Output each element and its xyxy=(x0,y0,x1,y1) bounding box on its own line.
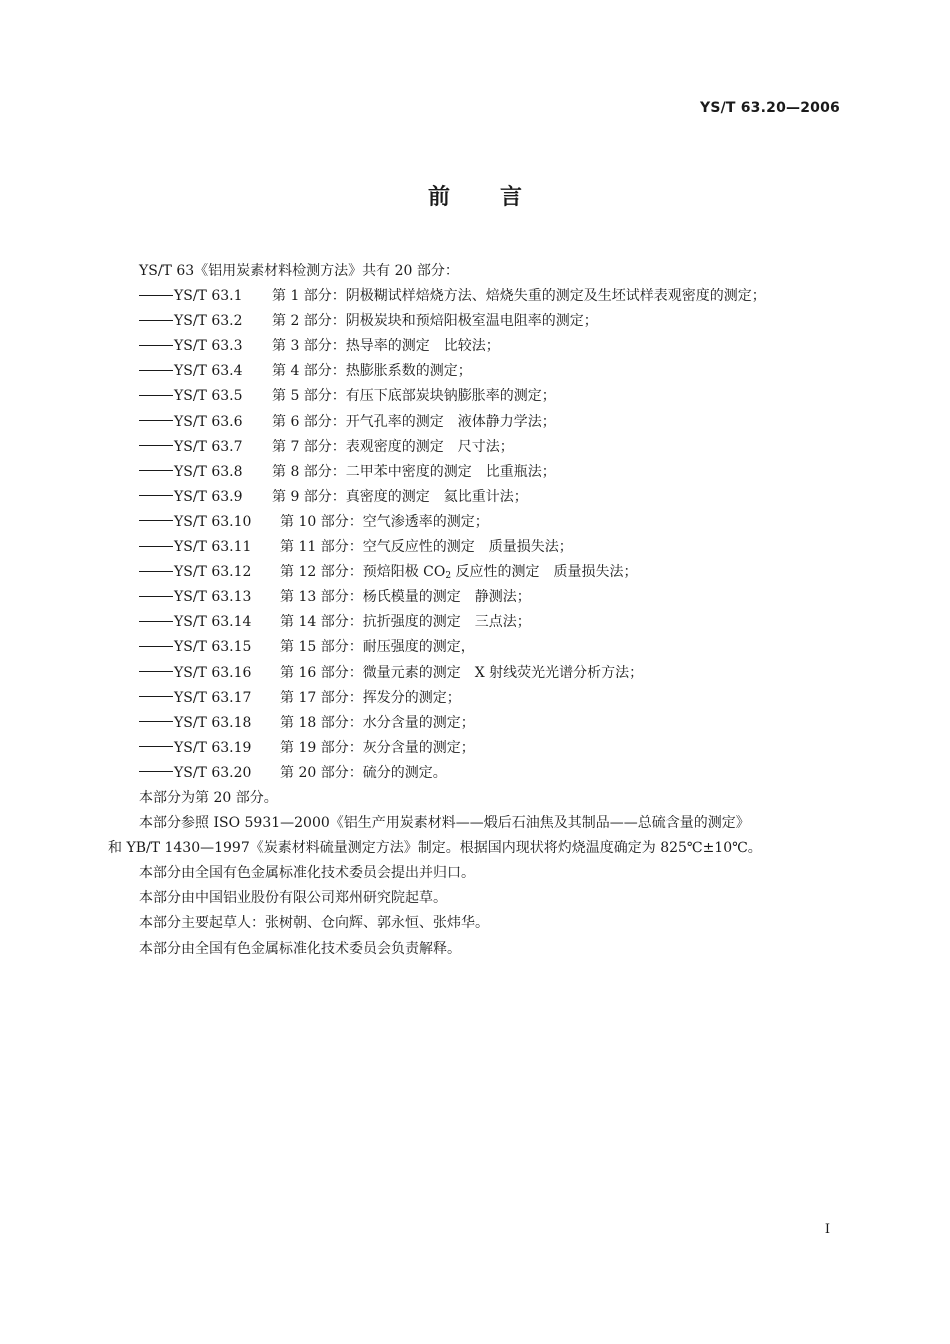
part-title: 第 16 部分：微量元素的测定 X 射线荧光光谱分析方法； xyxy=(280,664,644,681)
list-item xyxy=(108,535,848,560)
list-item xyxy=(108,510,848,535)
em-dash xyxy=(139,646,173,647)
list-item xyxy=(108,460,848,485)
interpreted-by-statement: 本部分由全国有色金属标准化技术委员会负责解释。 xyxy=(139,940,461,957)
list-item xyxy=(108,560,848,585)
part-code: YS/T 63.18 xyxy=(174,714,252,731)
part-code: YS/T 63.6 xyxy=(174,413,243,430)
list-item xyxy=(108,610,848,635)
reference-statement-line1: 本部分参照 ISO 5931—2000《铝生产用炭素材料——煅后石油焦及其制品——总硫含量的测定》 xyxy=(139,815,750,832)
em-dash xyxy=(139,546,173,547)
em-dash xyxy=(139,771,173,772)
list-item xyxy=(108,384,848,409)
em-dash xyxy=(139,721,173,722)
part-title: 第 3 部分：热导率的测定 比较法； xyxy=(272,338,500,355)
part-code: YS/T 63.13 xyxy=(174,589,252,606)
part-title-after: 反应性的测定 质量损失法； xyxy=(451,564,638,581)
part-title: 第 15 部分：耐压强度的测定， xyxy=(280,639,475,656)
part-code: YS/T 63.5 xyxy=(174,388,243,405)
page-title xyxy=(0,180,950,211)
part-code: YS/T 63.10 xyxy=(174,513,252,530)
list-item xyxy=(108,686,848,711)
part-title: 第 1 部分：阴极糊试样焙烧方法、焙烧失重的测定及生坯试样表观密度的测定； xyxy=(272,288,766,305)
em-dash xyxy=(139,621,173,622)
part-title: 第 13 部分：杨氏模量的测定 静测法； xyxy=(280,589,531,606)
title-char-1: 前 xyxy=(427,185,450,210)
part-title-before: 第 12 部分：预焙阳极 CO xyxy=(280,564,446,581)
list-item xyxy=(108,435,848,460)
part-code: YS/T 63.7 xyxy=(174,438,243,455)
list-item xyxy=(108,635,848,660)
part-title: 第 7 部分：表观密度的测定 尺寸法； xyxy=(272,438,514,455)
part-code: YS/T 63.3 xyxy=(174,338,243,355)
part-title: 第 19 部分：灰分含量的测定； xyxy=(280,739,475,756)
part-title: 第 8 部分：二甲苯中密度的测定 比重瓶法； xyxy=(272,463,556,480)
em-dash xyxy=(139,345,173,346)
part-title: 第 18 部分：水分含量的测定； xyxy=(280,714,475,731)
part-title: 第 17 部分：挥发分的测定； xyxy=(280,689,461,706)
part-title: 第 6 部分：开气孔率的测定 液体静力学法； xyxy=(272,413,556,430)
part-code: YS/T 63.17 xyxy=(174,689,252,706)
em-dash xyxy=(139,571,173,572)
em-dash xyxy=(139,445,173,446)
part-code: YS/T 63.14 xyxy=(174,614,252,631)
parts-list xyxy=(108,284,848,786)
title-char-2: 言 xyxy=(500,185,523,210)
em-dash xyxy=(139,696,173,697)
reference-statement-line2: 和 YB/T 1430—1997《炭素材料硫量测定方法》制定。根据国内现状将灼烧温度确定为 825℃±10℃。 xyxy=(108,840,762,857)
list-item xyxy=(108,736,848,761)
em-dash xyxy=(139,370,173,371)
drafted-by-statement: 本部分由中国铝业股份有限公司郑州研究院起草。 xyxy=(139,890,447,907)
em-dash xyxy=(139,495,173,496)
list-item xyxy=(108,284,848,309)
part-code: YS/T 63.15 xyxy=(174,639,252,656)
em-dash xyxy=(139,295,173,296)
standard-number: YS/T 63.20—2006 xyxy=(699,100,840,116)
foreword-body xyxy=(108,259,848,962)
part-code: YS/T 63.12 xyxy=(174,564,252,581)
part-code: YS/T 63.19 xyxy=(174,739,252,756)
part-title: 第 20 部分：硫分的测定。 xyxy=(280,764,447,781)
list-item xyxy=(108,761,848,786)
part-title: 第 14 部分：抗折强度的测定 三点法； xyxy=(280,614,531,631)
em-dash xyxy=(139,470,173,471)
part-code: YS/T 63.11 xyxy=(174,539,252,556)
em-dash xyxy=(139,671,173,672)
part-code: YS/T 63.1 xyxy=(174,288,243,305)
list-item xyxy=(108,585,848,610)
part-title: 第 5 部分：有压下底部炭块钠膨胀率的测定； xyxy=(272,388,556,405)
part-title: 第 11 部分：空气反应性的测定 质量损失法； xyxy=(280,539,573,556)
list-item xyxy=(108,661,848,686)
em-dash xyxy=(139,746,173,747)
list-item xyxy=(108,309,848,334)
part-code: YS/T 63.2 xyxy=(174,313,243,330)
part-title: 第 9 部分：真密度的测定 氦比重计法； xyxy=(272,488,528,505)
list-item xyxy=(108,334,848,359)
part-code: YS/T 63.9 xyxy=(174,488,243,505)
co2-subscript: 2 xyxy=(445,571,452,582)
list-item xyxy=(108,410,848,435)
part-title: 第 4 部分：热膨胀系数的测定； xyxy=(272,363,472,380)
em-dash xyxy=(139,395,173,396)
list-item xyxy=(108,485,848,510)
part-title: 第 10 部分：空气渗透率的测定； xyxy=(280,513,489,530)
proposed-by-statement: 本部分由全国有色金属标准化技术委员会提出并归口。 xyxy=(139,865,475,882)
part-code: YS/T 63.8 xyxy=(174,463,243,480)
em-dash xyxy=(139,596,173,597)
part-code: YS/T 63.20 xyxy=(174,764,252,781)
this-part-statement: 本部分为第 20 部分。 xyxy=(139,789,278,806)
part-code: YS/T 63.4 xyxy=(174,363,243,380)
drafters-statement: 本部分主要起草人：张树朝、仓向辉、郭永恒、张炜华。 xyxy=(139,915,489,932)
intro-line: YS/T 63《铝用炭素材料检测方法》共有 20 部分： xyxy=(139,263,459,279)
page-number: I xyxy=(824,1222,830,1237)
em-dash xyxy=(139,520,173,521)
list-item xyxy=(108,359,848,384)
em-dash xyxy=(139,420,173,421)
part-code: YS/T 63.16 xyxy=(174,664,252,681)
list-item xyxy=(108,711,848,736)
part-title: 第 2 部分：阴极炭块和预焙阳极室温电阻率的测定； xyxy=(272,313,598,330)
em-dash xyxy=(139,320,173,321)
